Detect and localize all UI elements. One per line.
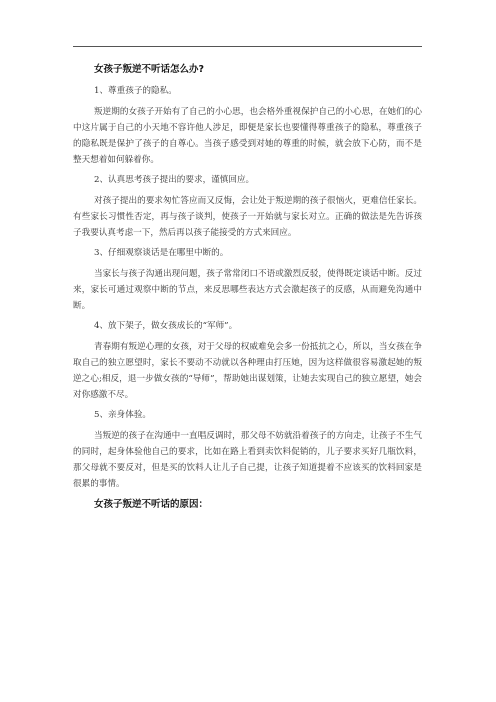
- paragraph-line: 让她去实现自己的独立愿望，她会对你感激不尽。: [73, 374, 422, 400]
- paragraph-line: 当家长与孩子沟通出现问题，孩子常常闭口不语或激烈反驳，使得既定谈话: [94, 269, 379, 279]
- section-paragraph-2: [73, 193, 422, 241]
- paragraph-line: 反感，从而避免沟通中断。: [73, 285, 422, 311]
- paragraph-line: 孩子的隐私，尊重孩子的隐私既是保护了孩子的自尊心。当孩子感受到对她的尊: [73, 123, 422, 149]
- paragraph-line: 在她们的心中这片属于自己的小天地不容许他人涉足，即便是家长也要懂得尊重: [73, 107, 422, 133]
- section-heading-5: 5、亲身体验。: [94, 410, 152, 420]
- document-body: [73, 63, 422, 520]
- paragraph-line: 青春期有叛逆心理的女孩，对于父母的权威难免会多一份抵抗之心，所以，: [94, 342, 379, 352]
- header-rule: [73, 46, 422, 47]
- section-paragraph-3: [73, 266, 422, 314]
- document-title: 女孩子叛逆不听话怎么办?: [94, 64, 205, 75]
- section-heading-2: 2、认真思考孩子提出的要求，谨慎回应。: [94, 175, 255, 185]
- section-heading-3: 3、仔细观察谈话是在哪里中断的。: [94, 248, 229, 258]
- paragraph-line: 子要求买好几瓶饮料，那父母就不要反对，但是买的饮料人让儿子自己提，让孩: [73, 447, 422, 473]
- paragraph-line: 当女孩在争取自己的独立愿望时，家长不要动不动就以各种理由打压她，因为这: [73, 342, 422, 368]
- paragraph-line: 孩子不生气的同时，起身体验他自己的要求，比如在路上看到卖饮料促销的，儿: [73, 431, 422, 457]
- paragraph-line: 当叛逆的孩子在沟通中一直唱反调时，那父母不妨就沿着孩子的方向走，让: [94, 431, 379, 441]
- section-heading-1: 1、尊重孩子的隐私。: [94, 86, 177, 96]
- section-heading-4: 4、放下架子，做女孩成长的“军师”。: [94, 321, 238, 331]
- paragraph-line: 正确的做法是先告诉孩子我要认真考虑一下，然后再以孩子能接受的方式来回应。: [73, 212, 422, 238]
- subsection-title: 女孩子叛逆不听话的原因：: [94, 499, 209, 510]
- paragraph-line: 对孩子提出的要求匆忙答应而又反悔，会让处于叛逆期的孩子很恼火，更难: [94, 196, 379, 206]
- paragraph-line: 子知道提着不应该买的饮料回家是很累的事情。: [73, 463, 422, 489]
- section-paragraph-4: [73, 339, 422, 403]
- paragraph-line: 重的时候，就会放下心防，而不是整天想着如何躲着你。: [73, 139, 422, 165]
- paragraph-line: 信任家长。有些家长习惯性否定，再与孩子谈判，使孩子一开始就与家长对立。: [73, 196, 422, 222]
- section-paragraph-5: [73, 428, 422, 492]
- paragraph-line: 叛逆期的女孩子开始有了自己的小心思，也会格外重视保护自己的小心思，: [94, 107, 379, 117]
- paragraph-line: 中断。反过来，家长可通过观察中断的节点，来反思哪些表达方式会激起孩子的: [73, 269, 422, 295]
- section-paragraph-1: [73, 104, 422, 168]
- paragraph-line: 样做很容易激起她的叛逆之心;相反，退一步做女孩的“导师”，帮助她出谋划策，: [73, 358, 422, 384]
